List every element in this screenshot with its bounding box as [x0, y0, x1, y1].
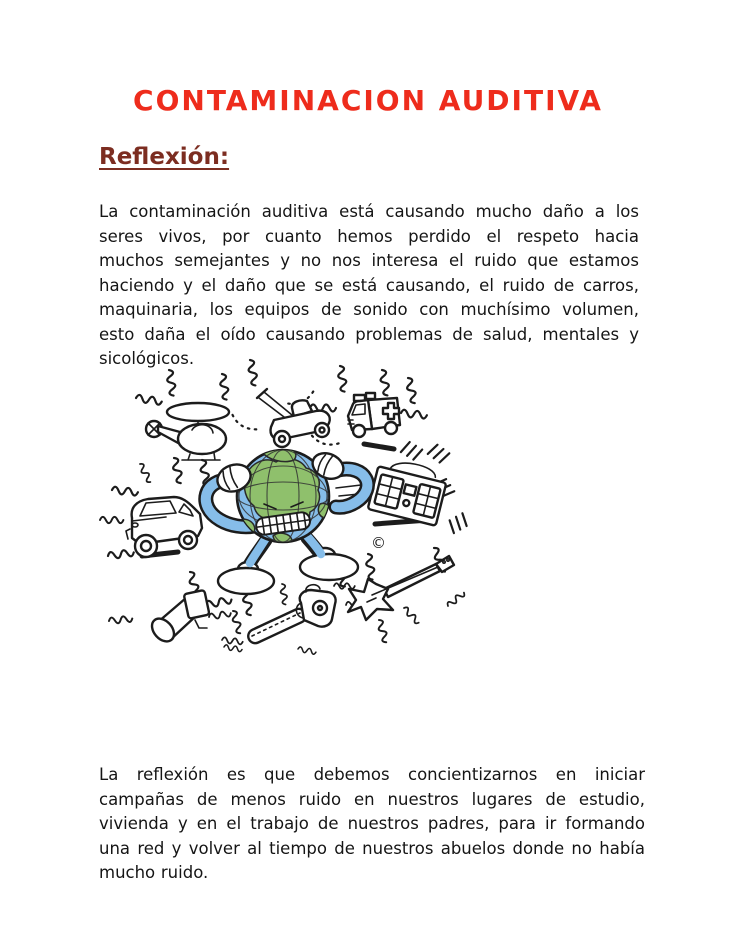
lawnmower-icon	[257, 389, 330, 447]
page-title: CONTAMINACION AUDITIVA	[133, 84, 603, 117]
electric-guitar-icon	[348, 556, 454, 620]
car-icon	[126, 497, 202, 557]
illustration-canvas	[96, 358, 520, 676]
megaphone-icon	[148, 590, 210, 646]
chainsaw-icon	[246, 585, 336, 646]
copyright-symbol: ©	[371, 534, 386, 552]
ambulance-icon	[348, 393, 400, 437]
paragraph-reflection-conclusion: La reflexión es que debemos concientizarnos en iniciar campañas de menos ruido en nuestros lugares de estudio, vivienda y en el trabajo de nuestros padres, para ir formando una red y volver al tiempo de nuestros abuelos donde no había mucho ruido.	[99, 765, 645, 882]
section-heading: Reflexión:	[99, 144, 230, 170]
noise-pollution-illustration	[96, 358, 520, 676]
helicopter-icon	[146, 403, 229, 460]
earth-character	[206, 445, 368, 594]
paragraph-reflection-intro: La contaminación auditiva está causando mucho daño a los seres vivos, por cuanto hemos perdido el respeto hacia muchos semejantes y no nos interesa el ruido que estamos haciendo y el daño que se está causando, el ruido de carros, maquinaria, los equipos de sonido con muchísimo volumen, esto daña el oído causando problemas de salud, mentales y sicológicos.	[99, 202, 639, 368]
boombox-icon	[368, 456, 449, 526]
